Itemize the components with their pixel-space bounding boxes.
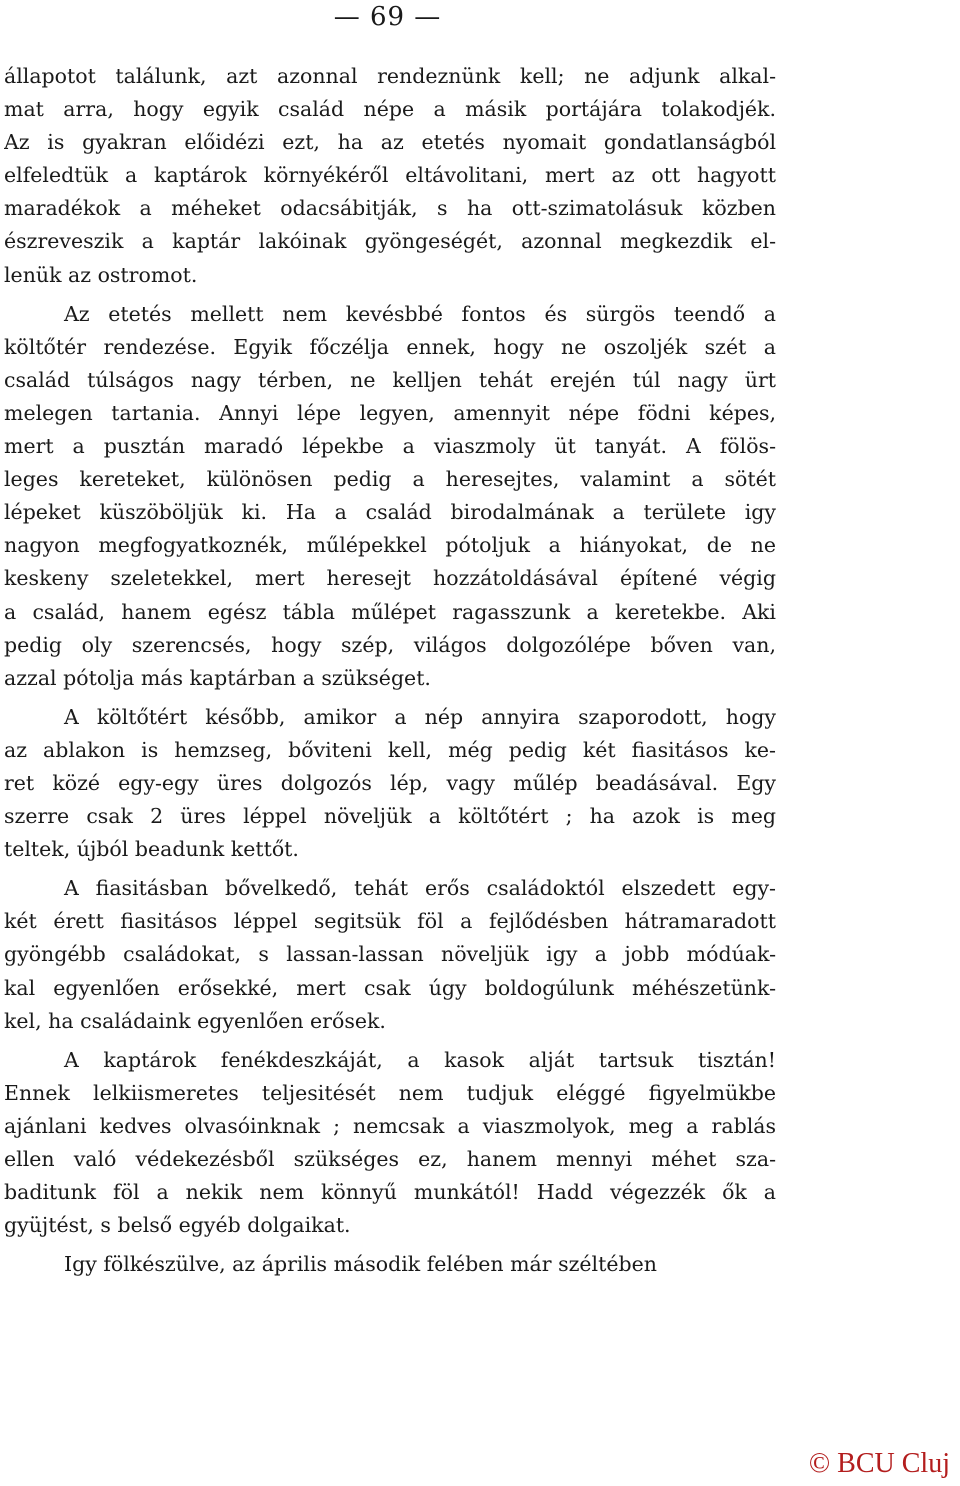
paragraph: [4, 1044, 776, 1249]
text-line: két érett fiasitásos léppel segitsük föl a fejlődésben hátramaradott: [4, 909, 776, 934]
text-line: költőtér rendezése. Egyik főczélja ennek, hogy ne oszoljék szét a: [4, 334, 776, 359]
text-line: melegen tartania. Annyi lépe legyen, amennyit népe födni képes,: [4, 400, 776, 425]
text-line: mat arra, hogy egyik család népe a másik portájára tolakodjék.: [4, 97, 776, 122]
text-line: az ablakon is hemzseg, bőviteni kell, még pedig két fiasitásos ke-: [4, 737, 776, 762]
text-line: azzal pótolja más kaptárban a szükséget.: [4, 665, 431, 690]
text-line: Az etetés mellett nem kevésbbé fontos és sürgös teendő a: [64, 301, 776, 326]
text-line: lépeket küszöböljük ki. Ha a család birodalmának a területe igy: [4, 500, 776, 525]
text-line: gyüjtést, s belső egyéb dolgaikat.: [4, 1213, 351, 1238]
text-line: Az is gyakran előidézi ezt, ha az etetés nyomait gondatlanságból: [4, 130, 776, 155]
text-line: ellen való védekezésből szükséges ez, hanem mennyi méhet sza-: [4, 1147, 776, 1171]
text-line: nagyon megfogyatkoznék, műlépekkel pótoljuk a hiányokat, de ne: [4, 533, 776, 558]
text-line: baditunk föl a nekik nem könnyű munkától! Hadd végezzék ők a: [4, 1180, 776, 1205]
text-line: lenük az ostromot.: [4, 262, 198, 287]
text-line: a család, hanem egész tábla műlépet ragasszunk a keretekbe. Aki: [4, 599, 776, 624]
text-line: Ennek lelkiismeretes teljesitését nem tudjuk eléggé figyelmükbe: [4, 1080, 776, 1105]
text-line: elfeledtük a kaptárok környékéről eltávolitani, mert az ott hagyott: [4, 163, 776, 188]
text-line: maradékok a méheket odacsábitják, s ha ott-szimatolásuk közben: [4, 196, 776, 221]
text-line: teltek, újból beadunk kettőt.: [4, 837, 299, 862]
text-line: leges kereteket, különösen pedig a heresejtes, valamint a sötét: [4, 467, 776, 492]
text-line: állapotot találunk, azt azonnal rendeznünk kell; ne adjunk alkal-: [4, 64, 776, 88]
body-text: [4, 60, 776, 1281]
text-line: Igy fölkészülve, az április második felében már széltében: [64, 1252, 657, 1277]
page-number: — 69 —: [333, 2, 442, 32]
text-line: kal egyenlően erősekké, mert csak úgy boldogúlunk méhészetünk-: [4, 975, 776, 1000]
text-line: mert a pusztán maradó lépekbe a viaszmoly üt tanyát. A fölös-: [4, 434, 776, 459]
text-line: ret közé egy-egy üres dolgozós lép, vagy műlép beadásával. Egy: [4, 770, 776, 795]
text-line: A költőtért később, amikor a nép annyira szaporodott, hogy: [64, 704, 776, 729]
paragraph: [4, 1248, 776, 1281]
text-line: észreveszik a kaptár lakóinak gyöngeségét, azonnal megkezdik el-: [4, 229, 776, 254]
text-line: ajánlani kedves olvasóinknak ; nemcsak a viaszmolyok, meg a rablás: [4, 1113, 776, 1138]
paragraph: [4, 872, 776, 1043]
text-line: pedig oly szerencsés, hogy szép, világos dolgozólépe bőven van,: [4, 632, 776, 657]
text-line: kel, ha családaink egyenlően erősek.: [4, 1008, 386, 1033]
text-line: család túlságos nagy térben, ne kelljen tehát erején túl nagy ürt: [4, 367, 776, 392]
paragraph: [4, 60, 776, 298]
text-line: A fiasitásban bővelkedő, tehát erős családoktól elszedett egy-: [64, 876, 776, 901]
text-line: keskeny szeletekkel, mert heresejt hozzátoldásával építené végig: [4, 566, 776, 591]
paragraph: [4, 701, 776, 872]
text-line: A kaptárok fenékdeszkáját, a kasok alját tartsuk tisztán!: [64, 1047, 776, 1072]
text-line: szerre csak 2 üres léppel növeljük a költőtért ; ha azok is meg: [4, 804, 776, 829]
paragraph: [4, 298, 776, 701]
watermark: © BCU Cluj: [808, 1448, 950, 1479]
text-line: gyöngébb családokat, s lassan-lassan növeljük igy a jobb módúak-: [4, 942, 776, 967]
